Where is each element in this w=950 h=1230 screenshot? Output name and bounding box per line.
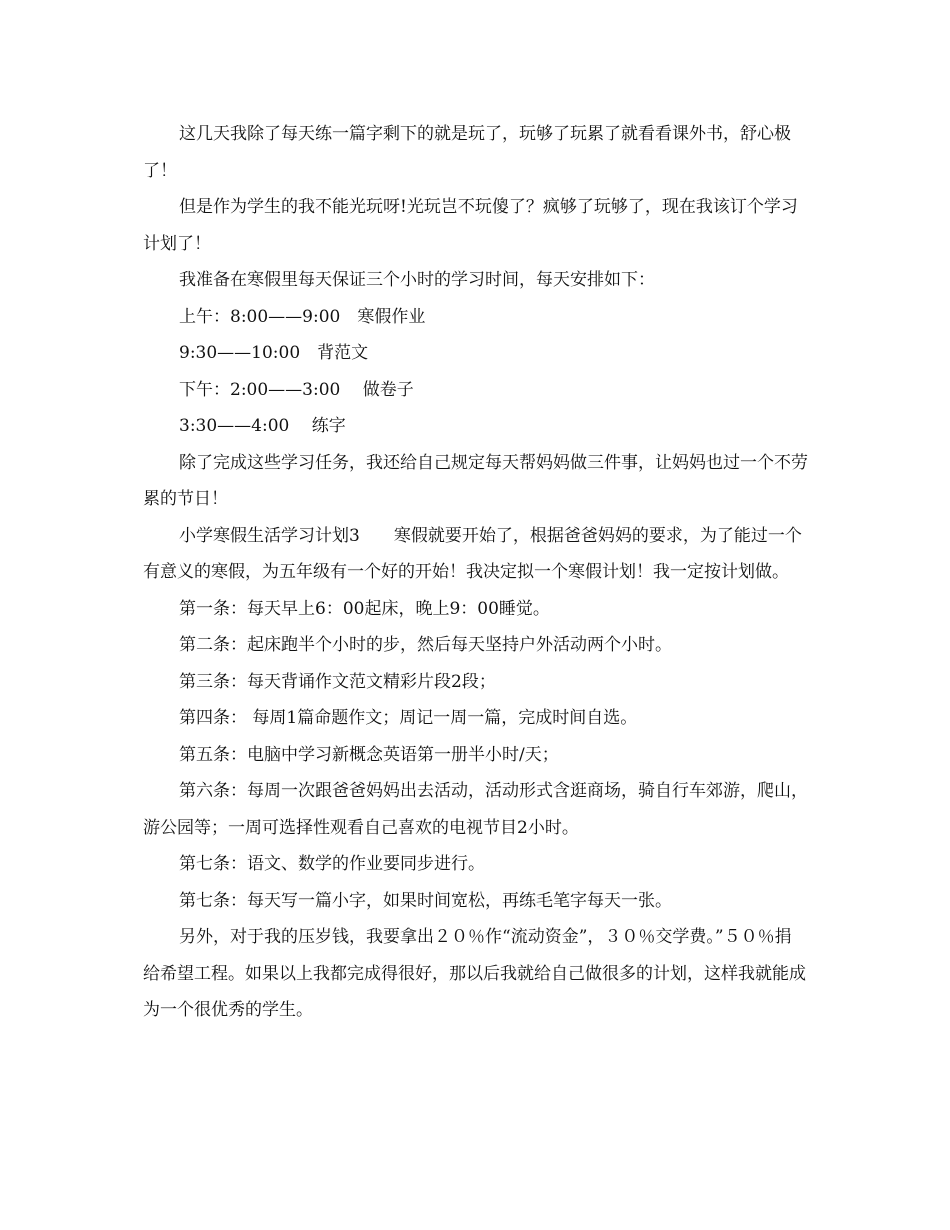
rule-item: 第七条：语文、数学的作业要同步进行。	[179, 854, 485, 874]
rule-item: 第五条：电脑中学习新概念英语第一册半小时/天；	[179, 744, 559, 765]
rule-item: 第二条：起床跑半个小时的步，然后每天坚持户外活动两个小时。	[179, 635, 672, 655]
paragraph: 这几天我除了每天练一篇字剩下的就是玩了，玩够了玩累了就看看课外书，舒心极了！	[143, 124, 791, 181]
schedule-line: 下午：2:00——3:00 做卷子	[179, 379, 414, 400]
paragraph: 但是作为学生的我不能光玩呀!光玩岂不玩傻了？疯够了玩够了，现在我该订个学习计划了！	[143, 197, 798, 254]
rule-item: 第一条：每天早上6：00起床，晚上9：00睡觉。	[179, 598, 550, 619]
schedule-line: 3:30——4:00 练字	[179, 416, 346, 436]
paragraph: 小学寒假生活学习计划3 寒假就要开始了，根据爸爸妈妈的要求，为了能过一个有意义的寒假，为五年级有一个好的开始！我决定拟一个寒假计划！我一定按计划做。	[143, 525, 802, 582]
paragraph: 我准备在寒假里每天保证三个小时的学习时间，每天安排如下：	[179, 270, 655, 290]
rule-item: 第六条：每周一次跟爸爸妈妈出去活动，活动形式含逛商场，骑自行车郊游，爬山，游公园等；一周可选择性观看自己喜欢的电视节目2小时。	[143, 781, 808, 838]
rule-item: 第三条：每天背诵作文范文精彩片段2段；	[179, 671, 496, 692]
paragraph: 另外，对于我的压岁钱，我要拿出２０％作“流动资金”，３０％交学费。”５０％捐给希望工程。如果以上我都完成得很好，那以后我就给自己做很多的计划，这样我就能成为一个很优秀的学生。	[143, 927, 806, 1020]
document-body	[143, 116, 808, 1029]
rule-item: 第七条：每天写一篇小字，如果时间宽松，再练毛笔字每天一张。	[179, 890, 672, 911]
rule-item: 第四条： 每周1篇命题作文；周记一周一篇，完成时间自选。	[179, 708, 638, 728]
paragraph: 除了完成这些学习任务，我还给自己规定每天帮妈妈做三件事，让妈妈也过一个不劳累的节日！	[143, 452, 808, 509]
schedule-line: 9:30——10:00 背范文	[179, 343, 369, 363]
schedule-line: 上午：8:00——9:00 寒假作业	[179, 306, 426, 327]
